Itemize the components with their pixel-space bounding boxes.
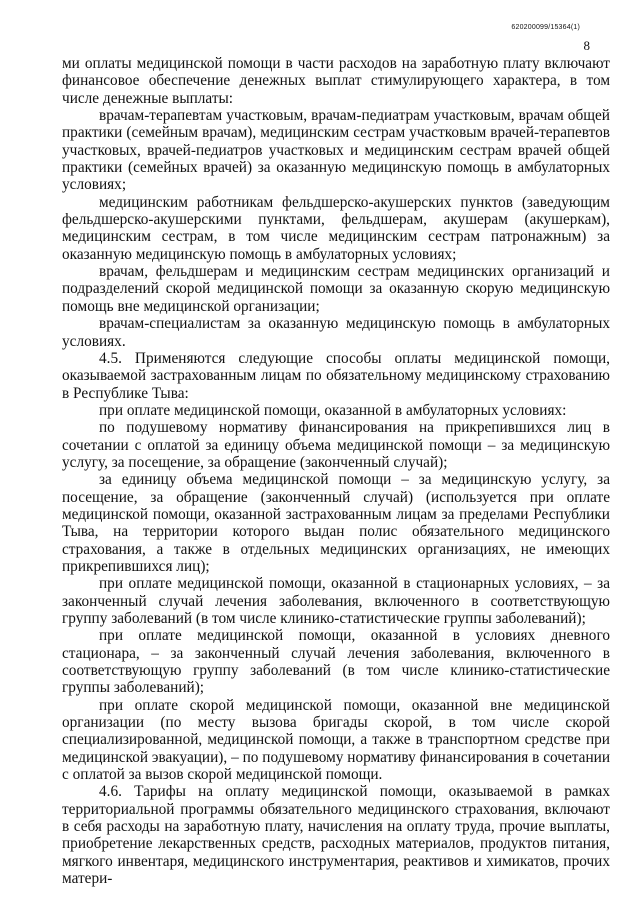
document-registration-number: 620200099/15364(1) <box>511 24 580 31</box>
paragraph-feldsher-stations: медицинским работникам фельдшерско-акушерских пунктов (заведующим фельдшерско-акушерскими пунктами, фельдшерам, акушерам (акушеркам), медицинским сестрам, в том числе медицинским сестрам патронажным) за оказанную медицинскую помощь в амбулаторных условиях; <box>62 193 610 263</box>
paragraph-day-hospital-payment: при оплате медицинской помощи, оказанной в условиях дневного стационара, – за законченный случай лечения заболевания, включенного в соответствующую группу заболеваний (в том числе клинико-статистические группы заболеваний); <box>62 627 610 697</box>
paragraph-outpatient-payment: при оплате медицинской помощи, оказанной в амбулаторных условиях: <box>99 401 567 419</box>
paragraph-continuation: ми оплаты медицинской помощи в части расходов на заработную плату включают финансовое обеспечение денежных выплат стимулирующего характера, в том числе денежные выплаты: <box>62 55 610 107</box>
paragraph-inpatient-payment: при оплате медицинской помощи, оказанной в стационарных условиях, – за законченный случай лечения заболевания, включенного в соответствующую группу заболеваний (в том числе клинико-статистические группы заболеваний); <box>62 575 610 627</box>
paragraph-per-capita-norm: по подушевому нормативу финансирования на прикрепившихся лиц в сочетании с оплатой за единицу объема медицинской помощи – за медицинскую услугу, за посещение, за обращение (законченный случай); <box>62 419 610 471</box>
page-number: 8 <box>583 38 590 53</box>
paragraph-per-unit-volume: за единицу объема медицинской помощи – за медицинскую услугу, за посещение, за обращение (законченный случай) (используется при оплате медицинской помощи, оказанной застрахованным лицам за пределами Республики Тыва, на территории которого выдан полис обязательного медицинского страхования, а также в отдельных медицинских организациях, не имеющих прикрепившихся лиц); <box>62 471 610 575</box>
document-body <box>62 55 610 888</box>
paragraph-ambulance-payment: при оплате скорой медицинской помощи, оказанной вне медицинской организации (по месту вызова бригады скорой, в том числе скорой специализированной, медицинской помощи, а также в транспортном средстве при медицинской эвакуации), – по подушевому нормативу финансирования в сочетании с оплатой за вызов скорой медицинской помощи. <box>62 696 610 784</box>
paragraph-emergency-staff: врачам, фельдшерам и медицинским сестрам медицинских организаций и подразделений скорой медицинской помощи за оказанную скорую медицинскую помощь вне медицинской организации; <box>62 263 610 315</box>
paragraph-therapists: врачам-терапевтам участковым, врачам-педиатрам участковым, врачам общей практики (семейным врачам), медицинским сестрам участковым врачей-терапевтов участковых, врачей-педиатров участковых и медицинским сестрам врачей общей практики (семейных врачей) за оказанную медицинскую помощь в амбулаторных условиях; <box>62 107 610 194</box>
paragraph-section-4-6: 4.6. Тарифы на оплату медицинской помощи, оказываемой в рамках территориальной программы обязательного медицинского страхования, включают в себя расходы на заработную плату, начисления на оплату труда, прочие выплаты, приобретение лекарственных средств, расходных материалов, продуктов питания, мягкого инвентаря, медицинского инструментария, реактивов и химикатов, прочих матери- <box>62 783 610 888</box>
paragraph-section-4-5: 4.5. Применяются следующие способы оплаты медицинской помощи, оказываемой застрахованным лицам по обязательному медицинскому страхованию в Республике Тыва: <box>62 349 610 402</box>
paragraph-specialists: врачам-специалистам за оказанную медицинскую помощь в амбулаторных условиях. <box>62 315 610 350</box>
